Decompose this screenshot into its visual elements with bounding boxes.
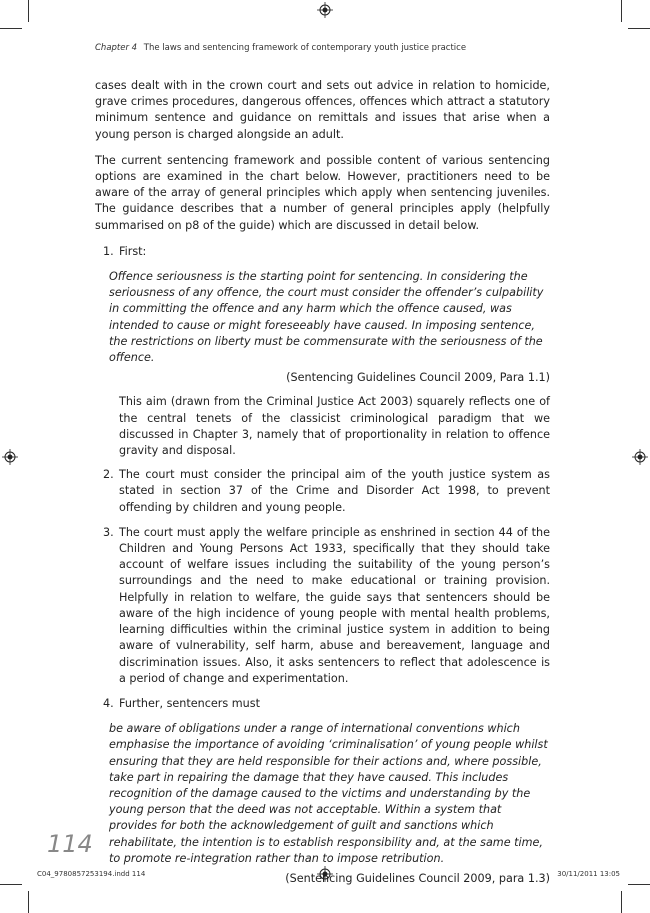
paragraph: The current sentencing framework and possible content of various sentencing options are examined in the chart below. However, practitioners need to be aware of the array of general principles which apply when sentencing juveniles. The guidance describes that a number of general principles apply (helpfully summarised on p8 of the guide) which are discussed in detail below. (95, 153, 550, 232)
crop-mark-top-left-v (28, 0, 29, 22)
list-number: 2. (103, 468, 114, 482)
crop-mark-bottom-left-v (28, 891, 29, 913)
list-item (95, 525, 550, 687)
page-number: 114 (47, 830, 93, 858)
crop-mark-bottom-left-h (0, 884, 22, 885)
page-body (95, 78, 550, 895)
list-item-text: First: (119, 244, 147, 258)
list-item-text: The court must apply the welfare principle as enshrined in section 44 of the Children and Young Persons Act 1933, specifically that they should take account of welfare issues including the suitability of the young person’s surroundings and the need to make educational or training provision. Helpfully in relation to welfare, the guide says that sentencers should be aware of the high incidence of young people with mental health problems, learning difficulties within the criminal justice system in addition to being aware of vulnerability, self harm, abuse and bereavement, language and discrimination issues. Also, it asks sentencers to reflect that adolescence is a period of change and experimentation. (119, 525, 550, 685)
list-item (95, 467, 550, 516)
citation: (Sentencing Guidelines Council 2009, para 1.3) (285, 871, 550, 885)
list-number: 4. (103, 696, 114, 710)
list-item (95, 244, 550, 260)
paragraph: cases dealt with in the crown court and sets out advice in relation to homicide, grave crimes procedures, dangerous offences, offences which attract a statutory minimum sentence and guidance on remittals and issues that arise when a young person is charged alongside an adult. (95, 79, 550, 141)
list-item (95, 696, 550, 712)
registration-mark-right-icon (632, 449, 648, 465)
crop-mark-top-left-h (0, 28, 22, 29)
running-header (95, 43, 466, 53)
registration-mark-top-icon (317, 2, 333, 18)
list-item-text: Further, sentencers must (119, 696, 260, 710)
list-item-text: The court must consider the principal aim of the youth justice system as stated in section 37 of the Crime and Disorder Act 1998, to prevent offending by children and young people. (119, 468, 550, 514)
chapter-label: Chapter 4 (95, 43, 138, 53)
crop-mark-top-right-h (628, 28, 650, 29)
registration-mark-left-icon (2, 449, 18, 465)
chapter-title: The laws and sentencing framework of contemporary youth justice practice (143, 43, 467, 53)
crop-mark-top-right-v (621, 0, 622, 22)
block-quote: be aware of obligations under a range of international conventions which emphasise the importance of avoiding ‘criminalisation’ of young people whilst ensuring that they are held responsible for their actions and, where possible, take part in repairing the damage that they have caused. This includes recognition of the damage caused to the victims and understanding by the young person that the deed was not acceptable. Within a system that provides for both the acknowledgement of guilt and sanctions which rehabilitate, the intention is to establish responsibility and, at the same time, to promote re-integration rather than to impose retribution. (109, 722, 548, 865)
list-number: 3. (103, 525, 114, 539)
crop-mark-bottom-right-h (628, 884, 650, 885)
block-quote: Offence seriousness is the starting point for sentencing. In considering the seriousness of any offence, the court must consider the offender’s culpability in committing the offence and any harm which the offence caused, was intended to cause or might foreseeably have caused. In imposing sentence, the restrictions on liberty must be commensurate with the seriousness of the offence. (109, 270, 544, 365)
commentary-paragraph: This aim (drawn from the Criminal Justice Act 2003) squarely reflects one of the central tenets of the classicist criminological paradigm that we discussed in Chapter 3, namely that of proportionality in relation to offence gravity and disposal. (119, 395, 550, 458)
crop-mark-bottom-right-v (621, 891, 622, 913)
slug-date-info: 30/11/2011 13:05 (557, 870, 620, 878)
citation: (Sentencing Guidelines Council 2009, Para 1.1) (286, 371, 550, 385)
slug-file-info: C04_9780857253194.indd 114 (37, 870, 146, 878)
list-number: 1. (103, 244, 114, 258)
